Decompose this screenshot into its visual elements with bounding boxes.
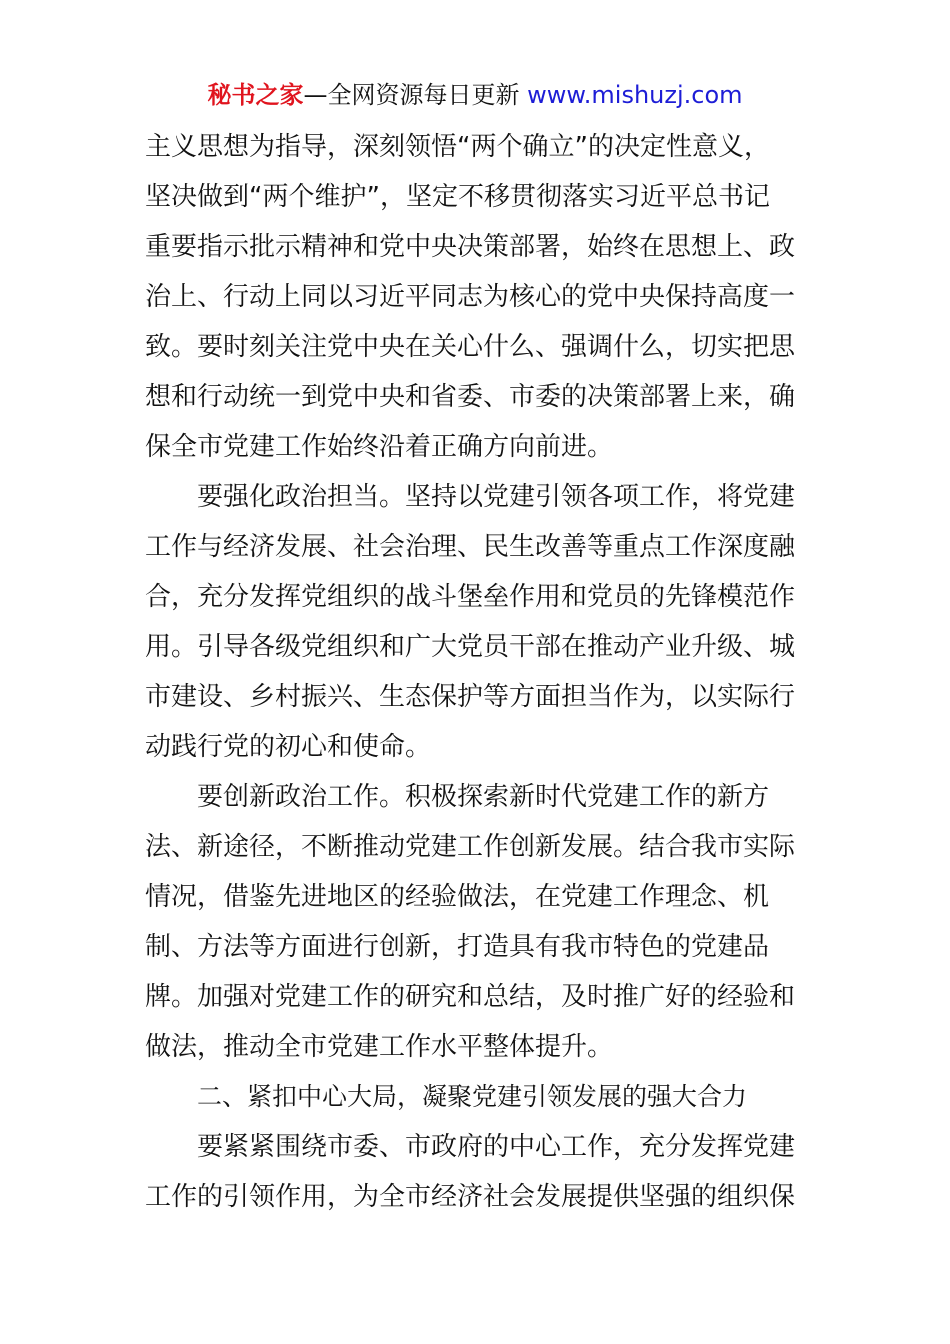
text-line: 用。引导各级党组织和广大党员干部在推动产业升级、城 bbox=[145, 632, 796, 662]
text-line: 保全市党建工作始终沿着正确方向前进。 bbox=[145, 432, 614, 462]
text-line: 工作与经济发展、社会治理、民生改善等重点工作深度融 bbox=[145, 532, 796, 562]
text-line: 治上、行动上同以习近平同志为核心的党中央保持高度一 bbox=[145, 282, 796, 312]
text-line: 坚决做到“两个维护”，坚定不移贯彻落实习近平总书记 bbox=[145, 182, 770, 212]
header-tagline: —全网资源每日更新 bbox=[303, 81, 520, 109]
text-line: 做法，推动全市党建工作水平整体提升。 bbox=[145, 1032, 614, 1062]
document-body bbox=[145, 122, 810, 1222]
text-line: 想和行动统一到党中央和省委、市委的决策部署上来，确 bbox=[145, 382, 796, 412]
section-heading: 二、紧扣中心大局，凝聚党建引领发展的强大合力 bbox=[197, 1082, 748, 1111]
page-header bbox=[0, 78, 950, 112]
text-line: 动践行党的初心和使命。 bbox=[145, 732, 432, 762]
text-line: 致。要时刻关注党中央在关心什么、强调什么，切实把思 bbox=[145, 332, 796, 362]
paragraph-start-line: 要强化政治担当。坚持以党建引领各项工作，将党建 bbox=[197, 482, 796, 512]
text-line: 主义思想为指导，深刻领悟“两个确立”的决定性意义， bbox=[145, 132, 770, 162]
paragraph-start-line: 要紧紧围绕市委、市政府的中心工作，充分发挥党建 bbox=[197, 1132, 796, 1162]
text-line: 工作的引领作用，为全市经济社会发展提供坚强的组织保 bbox=[145, 1182, 796, 1212]
text-line: 牌。加强对党建工作的研究和总结，及时推广好的经验和 bbox=[145, 982, 796, 1012]
text-line: 重要指示批示精神和党中央决策部署，始终在思想上、政 bbox=[145, 232, 796, 262]
text-line: 法、新途径，不断推动党建工作创新发展。结合我市实际 bbox=[145, 832, 796, 862]
paragraph-start-line: 要创新政治工作。积极探索新时代党建工作的新方 bbox=[197, 782, 770, 812]
site-url[interactable]: www.mishuzj.com bbox=[527, 81, 743, 109]
text-line: 情况，借鉴先进地区的经验做法，在党建工作理念、机 bbox=[145, 882, 770, 912]
text-line: 合，充分发挥党组织的战斗堡垒作用和党员的先锋模范作 bbox=[145, 582, 796, 612]
text-line: 制、方法等方面进行创新，打造具有我市特色的党建品 bbox=[145, 932, 770, 962]
brand-name: 秘书之家 bbox=[207, 81, 304, 109]
text-line: 市建设、乡村振兴、生态保护等方面担当作为，以实际行 bbox=[145, 682, 796, 712]
